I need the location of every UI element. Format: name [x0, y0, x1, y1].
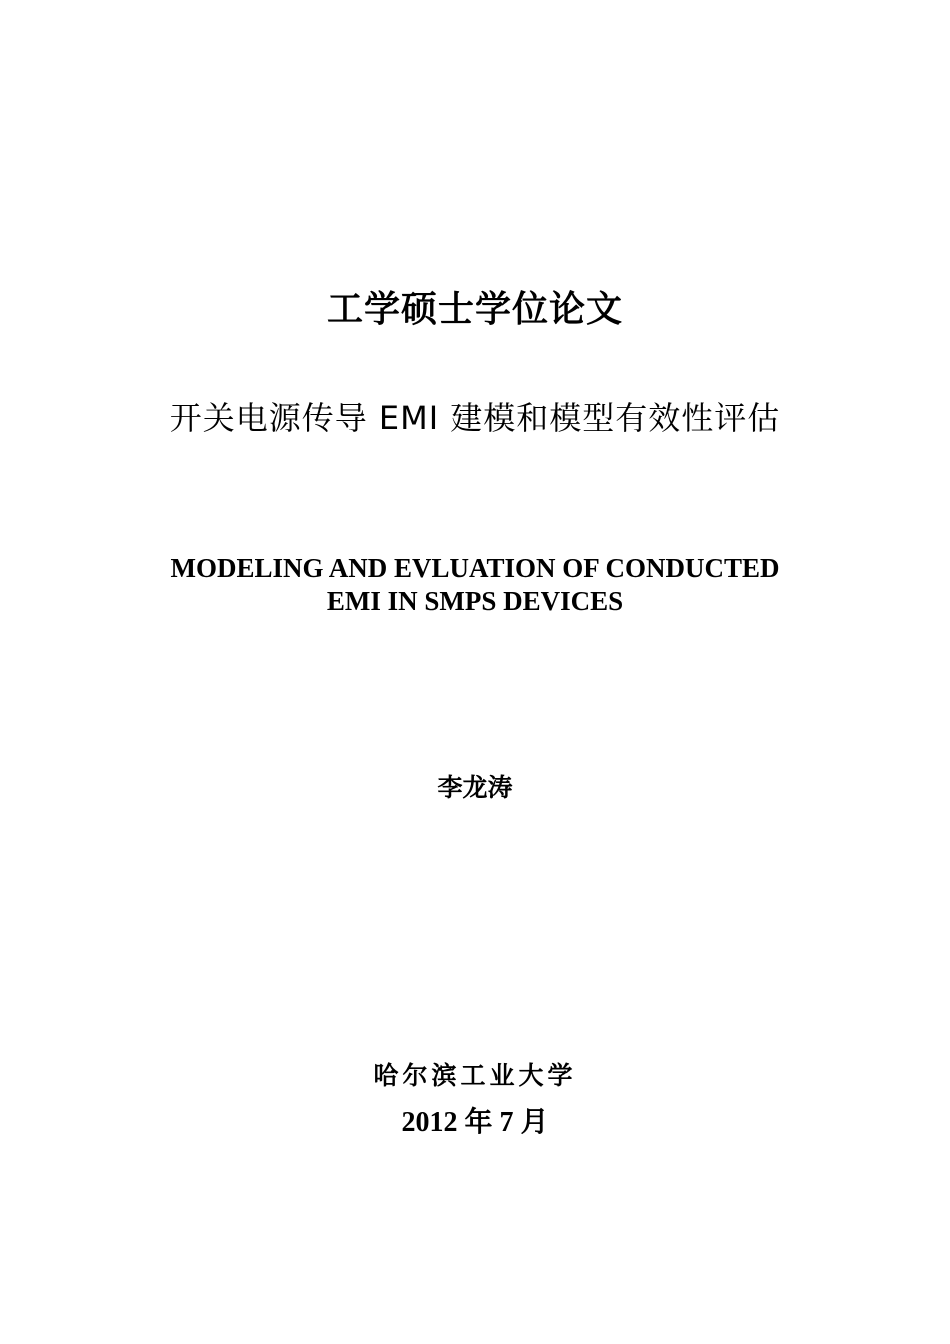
degree-type-heading: 工学硕士学位论文 — [326, 289, 623, 330]
submission-date: 2012 年 7 月 — [401, 1107, 549, 1138]
thesis-title-english — [0, 552, 950, 618]
thesis-title-english-line-2: EMI IN SMPS DEVICES — [326, 586, 624, 616]
university-name: 哈尔滨工业大学 — [373, 1061, 577, 1090]
author-name: 李龙涛 — [437, 773, 513, 802]
thesis-title-english-line-1: MODELING AND EVLUATION OF CONDUCTED — [170, 553, 780, 583]
thesis-title-chinese: 开关电源传导 EMI 建模和模型有效性评估 — [169, 399, 781, 437]
